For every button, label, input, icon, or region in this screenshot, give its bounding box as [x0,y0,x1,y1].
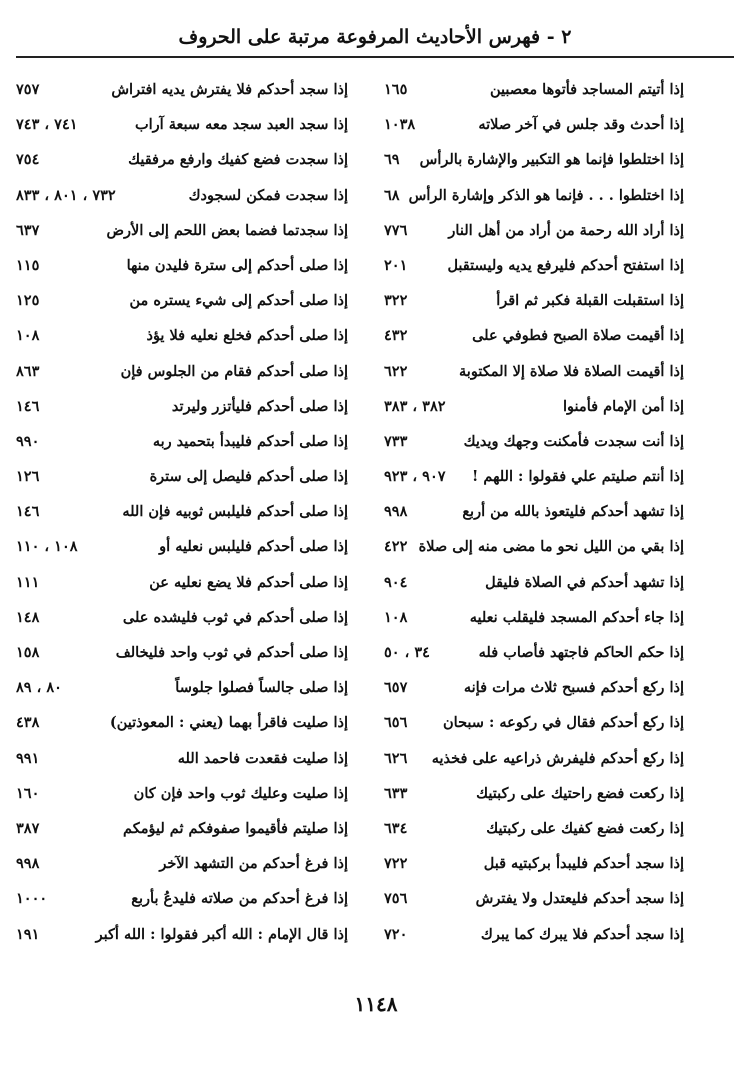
index-entry [384,318,684,353]
index-entry [384,635,684,670]
hadith-number: ٢٠١ [384,256,408,274]
index-entry [16,529,348,564]
hadith-text: إذا فرغ أحدكم من صلاته فليدعُ بأربع [131,890,348,908]
hadith-number: ١٢٦ [16,468,40,486]
hadith-text: إذا سجدت فمكن لسجودك [188,186,348,204]
index-entry [16,389,348,424]
index-entry [384,529,684,564]
index-entry [384,459,684,494]
index-entry [16,670,348,705]
index-entry [16,846,348,881]
hadith-number: ٦٣٧ [16,221,40,239]
hadith-number: ٩٩٨ [16,855,40,873]
hadith-text: إذا صلى أحدكم إلى سترة فليدن منها [126,256,348,274]
hadith-number: ٦٨ [384,186,400,204]
index-entry [16,776,348,811]
page-title: ٢ - فهرس الأحاديث المرفوعة مرتبة على الحروف [178,26,572,48]
hadith-text: إذا صلى أحدكم فخلع نعليه فلا يؤذ [146,327,348,345]
hadith-text: إذا صلى أحدكم فليأتزر وليرتد [171,397,348,415]
hadith-number: ٦٥٧ [384,679,408,697]
hadith-number: ٤٢٢ [384,538,408,556]
hadith-text: إذا صلى أحدكم فليصل إلى سترة [149,468,348,486]
hadith-number: ٩٠٧ ، ٩٢٣ [384,468,446,486]
hadith-number: ٧٥٦ [384,890,408,908]
hadith-number: ٦٩ [384,151,400,169]
index-entry [384,917,684,952]
hadith-number: ١١٥ [16,256,40,274]
index-entry [16,741,348,776]
index-entry [384,494,684,529]
hadith-text: إذا صلى أحدكم فقام من الجلوس فإن [120,362,348,380]
hadith-text: إذا أقيمت الصلاة فلا صلاة إلا المكتوبة [459,362,684,380]
index-entry [384,142,684,177]
index-entry [384,107,684,142]
right-column [384,72,684,952]
hadith-number: ٧٥٧ [16,81,40,98]
page-header [16,18,734,58]
hadith-number: ١٠٨ [384,608,408,626]
hadith-number: ٩٩٠ [16,432,40,450]
index-entry [16,705,348,740]
hadith-text: إذا أقيمت صلاة الصبح فطوفي على [472,327,684,345]
page-number: ١١٤٨ [354,992,398,1016]
hadith-text: إذا تشهد أحدكم فليتعوذ بالله من أربع [462,503,684,521]
hadith-number: ١٥٨ [16,644,40,661]
index-entry [16,354,348,389]
hadith-number: ٦٢٢ [384,362,408,380]
hadith-number: ١٦٠ [16,784,40,802]
hadith-number: ١٤٦ [16,397,40,415]
hadith-number: ٧٣٢ ، ٨٠١ ، ٨٣٣ [16,186,116,204]
hadith-text: إذا أتيتم المساجد فأتوها معصبين [490,81,684,98]
index-entry [384,424,684,459]
hadith-number: ٩٩١ [16,749,40,767]
hadith-number: ٩٩٨ [384,503,408,521]
index-entry [16,424,348,459]
hadith-number: ١٤٨ [16,608,40,626]
index-entry [384,213,684,248]
index-entry [384,389,684,424]
hadith-text: إذا صلى أحدكم في ثوب واحد فليخالف [115,644,348,661]
hadith-text: إذا جاء أحدكم المسجد فليقلب نعليه [469,608,684,626]
hadith-text: إذا تشهد أحدكم في الصلاة فليقل [485,573,684,591]
index-entry [16,107,348,142]
hadith-text: إذا سجد العبد سجد معه سبعة آراب [134,116,348,134]
hadith-text: إذا استقبلت القبلة فكبر ثم اقرأ [496,292,684,310]
hadith-number: ٧٣٣ [384,432,408,450]
index-entry [384,776,684,811]
hadith-number: ١٢٥ [16,292,40,310]
hadith-number: ٤٣٢ [384,327,408,345]
hadith-number: ٦٣٣ [384,784,408,802]
hadith-number: ٦٢٦ [384,749,408,767]
hadith-text: إذا أنتم صليتم علي فقولوا : اللهم ! [472,468,684,486]
index-entry [384,741,684,776]
index-entry [16,248,348,283]
hadith-text: إذا سجدتما فضما بعض اللحم إلى الأرض [106,221,348,239]
hadith-number: ٧٢٠ [384,925,408,943]
hadith-text: إذا بقي من الليل نحو ما مضى منه إلى صلاة [418,538,684,556]
hadith-text: إذا استفتح أحدكم فليرفع يديه وليستقبل [447,256,684,274]
hadith-number: ٦٥٦ [384,714,408,732]
index-entry [16,635,348,670]
hadith-number: ٤٣٨ [16,714,40,732]
hadith-text: إذا أمن الإمام فأمنوا [563,397,684,415]
hadith-number: ٦٣٤ [384,819,408,837]
hadith-text: إذا صليت وعليك ثوب واحد فإن كان [133,784,348,802]
hadith-number: ١٤٦ [16,503,40,521]
hadith-text: إذا ركع أحدكم فقال في ركوعه : سبحان [443,714,684,732]
hadith-number: ٣٤ ، ٥٠ [384,644,430,661]
hadith-text: إذا سجدت فضع كفيك وارفع مرفقيك [128,151,348,169]
index-entry [16,459,348,494]
hadith-number: ٧٥٤ [16,151,40,169]
hadith-text: إذا سجد أحدكم فلا يبرك كما يبرك [480,925,684,943]
hadith-text: إذا قال الإمام : الله أكبر فقولوا : الله أكبر [95,925,348,943]
hadith-text: إذا صلى أحدكم في ثوب فليشده على [122,608,348,626]
hadith-number: ١٠٠٠ [16,890,48,908]
hadith-number: ٨٦٣ [16,362,40,380]
index-entry [16,72,348,107]
hadith-number: ١١١ [16,573,40,591]
hadith-text: إذا أنت سجدت فأمكنت وجهك ويديك [463,432,684,450]
index-entry [16,213,348,248]
hadith-text: إذا صلى أحدكم فليبدأ بتحميد ربه [152,432,348,450]
hadith-text: إذا سجد أحدكم فليبدأ بركبتيه قبل [483,855,684,873]
hadith-number: ٧٢٢ [384,855,408,873]
hadith-text: إذا فرغ أحدكم من التشهد الآخر [159,855,348,873]
hadith-text: إذا صلى أحدكم إلى شيء يستره من [129,292,348,310]
hadith-number: ١٦٥ [384,81,408,98]
hadith-number: ١٠٨ [16,327,40,345]
hadith-text: إذا صلى أحدكم فليلبس ثوبيه فإن الله [122,503,348,521]
index-entry [16,494,348,529]
hadith-text: إذا ركع أحدكم فسبح ثلاث مرات فإنه [463,679,684,697]
hadith-number: ١٠٣٨ [384,116,416,134]
index-entry [384,354,684,389]
index-entry [16,881,348,916]
hadith-text: إذا أراد الله رحمة من أراد من أهل النار [448,221,684,239]
hadith-number: ٧٤١ ، ٧٤٣ [16,116,78,134]
hadith-text: إذا ركعت فضع كفيك على ركبتيك [486,819,684,837]
index-entry [384,178,684,213]
index-entry [384,600,684,635]
index-entry [16,142,348,177]
hadith-number: ٣٢٢ [384,292,408,310]
index-entry [384,565,684,600]
hadith-text: إذا اختلطوا فإنما هو التكبير والإشارة بالرأس [419,151,684,169]
hadith-number: ٣٨٢ ، ٣٨٣ [384,397,446,415]
hadith-text: إذا صليت فاقرأ بهما (يعني : المعوذتين) [109,714,348,732]
hadith-number: ٧٧٦ [384,221,408,239]
index-entry [384,705,684,740]
index-entry [384,811,684,846]
index-entry [384,283,684,318]
index-entry [16,565,348,600]
hadith-text: إذا صليت فقعدت فاحمد الله [177,749,348,767]
index-entry [16,283,348,318]
index-entry [384,846,684,881]
index-entry [384,248,684,283]
index-entry [16,318,348,353]
hadith-text: إذا صلى أحدكم فلا يضع نعليه عن [149,573,348,591]
hadith-text: إذا حكم الحاكم فاجتهد فأصاب فله [478,644,684,661]
hadith-text: إذا صليتم فأقيموا صفوفكم ثم ليؤمكم [123,819,348,837]
hadith-number: ١٩١ [16,925,40,943]
hadith-number: ٣٨٧ [16,819,40,837]
index-entry [16,178,348,213]
hadith-number: ٨٠ ، ٨٩ [16,679,62,697]
index-entry [16,811,348,846]
hadith-text: إذا ركع أحدكم فليفرش ذراعيه على فخذيه [431,749,684,767]
hadith-number: ٩٠٤ [384,573,408,591]
hadith-text: إذا صلى جالساً فصلوا جلوساً [175,679,348,697]
hadith-text: إذا ركعت فضع راحتيك على ركبتيك [476,784,684,802]
index-entry [384,72,684,107]
hadith-text: إذا أحدث وقد جلس في آخر صلاته [478,116,684,134]
hadith-text: إذا سجد أحدكم فلا يفترش يديه افتراش [111,81,348,98]
hadith-number: ١٠٨ ، ١١٠ [16,538,78,556]
hadith-text: إذا صلى أحدكم فليلبس نعليه أو [159,538,348,556]
index-entry [16,600,348,635]
hadith-text: إذا اختلطوا . . . فإنما هو الذكر وإشارة الرأس [408,186,684,204]
index-entry [384,881,684,916]
left-column [16,72,348,952]
index-entry [384,670,684,705]
index-entry [16,917,348,952]
hadith-text: إذا سجد أحدكم فليعتدل ولا يفترش [475,890,684,908]
